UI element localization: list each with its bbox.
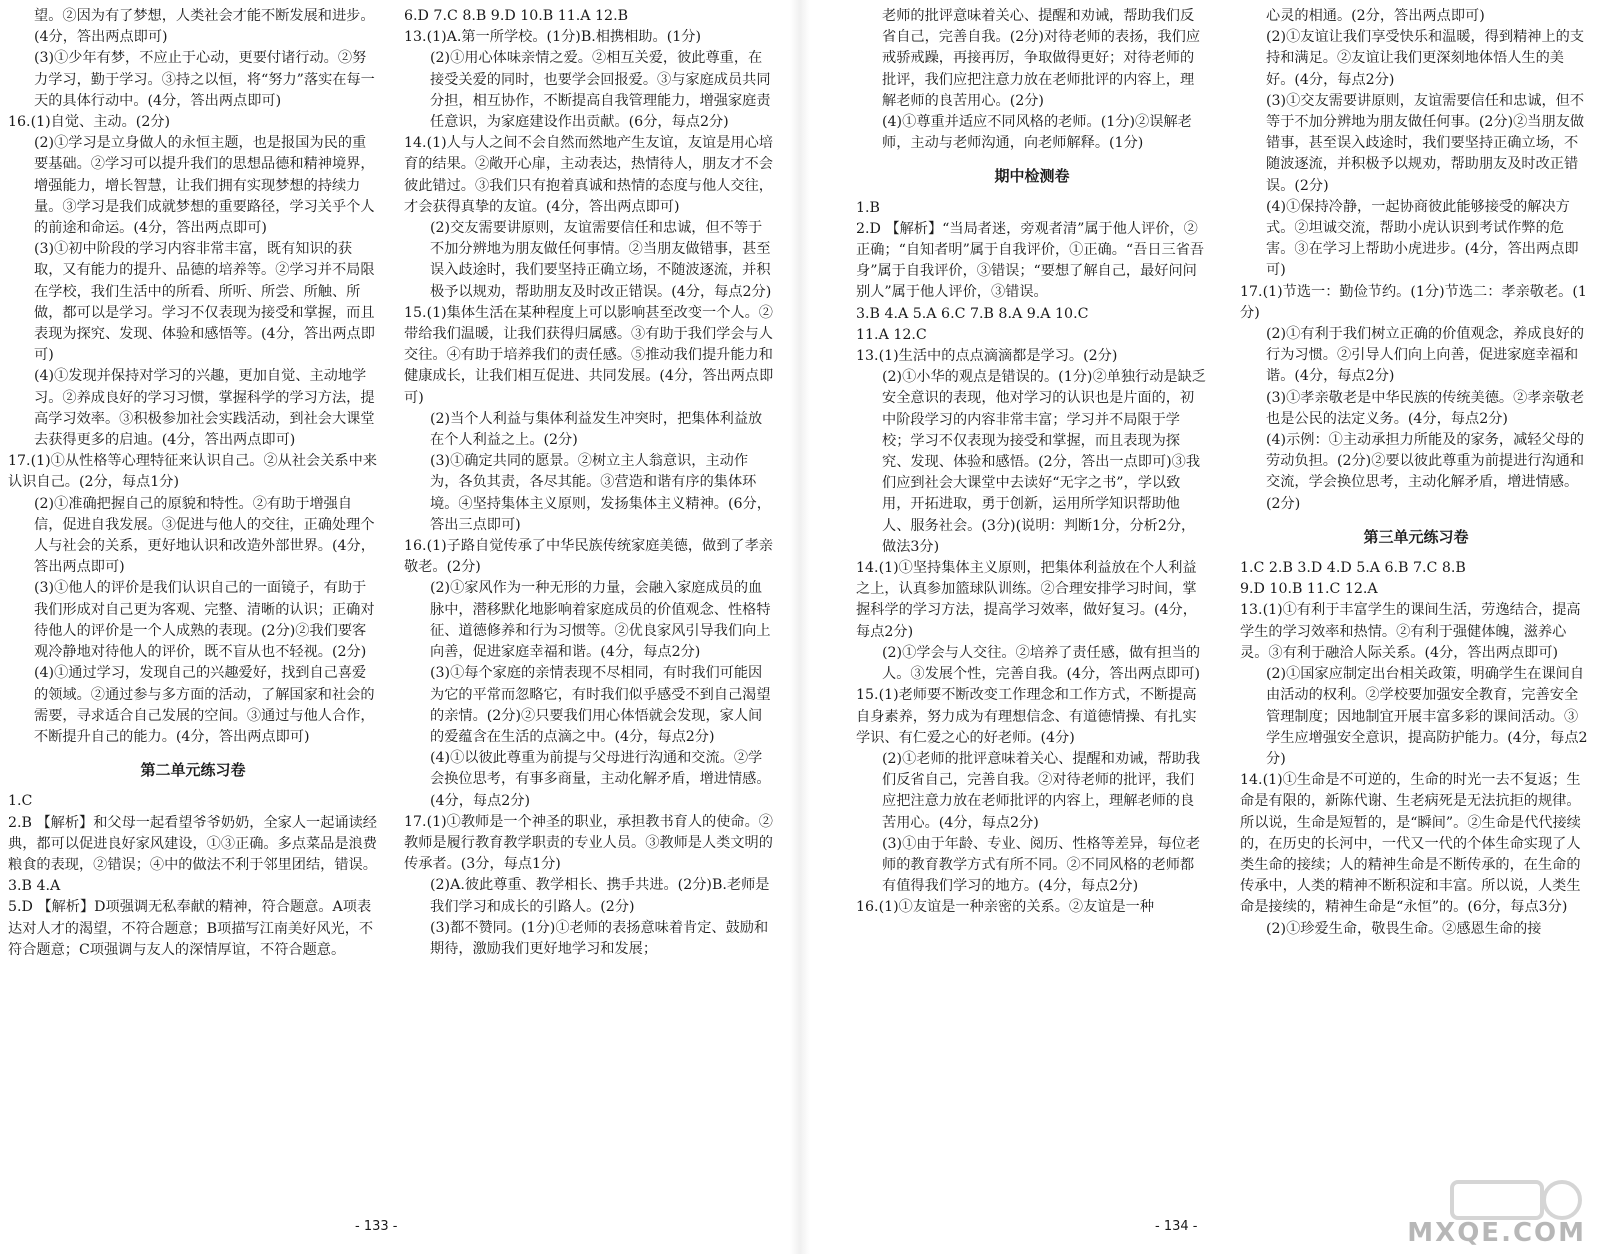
question-answer: 14.(1)人与人之间不会自然而然地产生友谊，友谊是用心培育的结果。②敞开心扉，主动表达，热情待人，朋友才不会彼此错过。③我们只有抱着真诚和热情的态度与他人交往，才会获得真挚的友谊。(4分，答出两点即可) [404,135,773,215]
page-number: - 133 - [355,1219,398,1234]
question-answer: 1.B [856,199,880,216]
question-answer: 3.B 4.A [8,878,61,895]
question-answer: 1.C [8,793,33,810]
answer-subpoint: (3)①少年有梦，不应止于心动，更要付诸行动。②努力学习，勤于学习。③持之以恒，将“努力”落实在每一天的具体行动中。(4分，答出两点即可) [34,50,375,109]
question-answer: 14.(1)①生命是不可逆的，生命的时光一去不复返；生命是有限的，新陈代谢、生老病死是无法抗拒的规律。所以说，生命是短暂的，是“瞬间”。②生命是代代接续的，在历史的长河中，一代又一代的个体生命实现了人类生命的接续；人的精神生命是不断传承的，在生命的传承中，人类的精神不断积淀和丰富。所以说，人类生命是接续的，精神生命是“永恒”的。(6分，每点3分) [1240,772,1581,916]
answer-subpoint: (2)①小华的观点是错误的。(1分)②单独行动是缺乏安全意识的表现，他对学习的认识也是片面的，初中阶段学习的内容非常丰富；学习并不局限于学校；学习不仅表现为接受和掌握，而且表现为探究、发现、体验和感悟。(2分，答出一点即可)③我们应到社会大课堂中去读好“无字之书”，学以致用，开拓进取，勇于创新，运用所学知识帮助他人、服务社会。(3分)(说明：判断1分，分析2分，做法3分) [882,369,1206,555]
question-answer: 16.(1)自觉、主动。(2分) [8,114,171,131]
answer-subpoint: (4)①保持冷静，一起协商彼此能够接受的解决方式。②坦诚交流，帮助小虎认识到考试作弊的危害。③在学习上帮助小虎进步。(4分，答出两点即可) [1266,198,1579,279]
question-answer: 11.A 12.C [856,326,927,343]
answer-subpoint: (3)都不赞同。(1分)①老师的表扬意味着肯定、鼓励和期待，激励我们更好地学习和发展； [430,919,769,957]
answer-subpoint: (2)①准确把握自己的原貌和特性。②有助于增强自信，促进自我发展。③促进与他人的交往，正确处理个人与社会的关系，更好地认识和改造外部世界。(4分，答出两点即可) [34,495,375,576]
left-page [0,0,790,1254]
answer-subpoint: (2)①有利于我们树立正确的价值观念，养成良好的行为习惯。②引导人们向上向善，促进家庭幸福和谐。(4分，每点2分) [1266,326,1585,385]
section-heading: 第二单元练习卷 [140,761,246,780]
section-heading: 期中检测卷 [994,167,1070,186]
question-answer: 2.B 【解析】和父母一起看望爷爷奶奶，全家人一起诵读经典，都可以促进良好家风建设，①③正确。多点菜品是浪费粮食的表现，②错误；④中的做法不利于邻里团结，错误。 [8,814,377,873]
question-answer: 13.(1)①有利于丰富学生的课间生活，劳逸结合，提高学生的学习效率和热情。②有利于强健体魄，滋养心灵。③有利于融洽人际关系。(4分，答出两点即可) [1240,602,1581,661]
question-answer: 15.(1)老师要不断改变工作理念和工作方式，不断提高自身素养，努力成为有理想信念、有道德情操、有扎实学识、有仁爱之心的好老师。(4分) [856,687,1197,746]
answer-subpoint: (3)①初中阶段的学习内容非常丰富，既有知识的获取，又有能力的提升、品德的培养等。②学习并不局限在学校，我们生活中的所看、所听、所尝、所触、所做，都可以是学习。学习不仅表现为接受和掌握，而且表现为探究、发现、体验和感悟等。(4分，答出两点即可) [34,241,375,364]
question-answer: 13.(1)A.第一所学校。(1分)B.相携相助。(1分) [404,29,701,46]
answer-subpoint: (4)①尊重并适应不同风格的老师。(1分)②误解老师，主动与老师沟通，向老师解释。(1分) [882,114,1192,152]
question-answer: 13.(1)生活中的点点滴滴都是学习。(2分) [856,348,1118,365]
answer-subpoint: (2)交友需要讲原则，友谊需要信任和忠诚，但不等于不加分辨地为朋友做任何事情。②当朋友做错事，甚至误入歧途时，我们要坚持正确立场，不随波逐流，并积极予以规劝，帮助朋友及时改正错误。(4分，每点2分) [430,220,772,300]
answer-subpoint: (2)①国家应制定出台相关政策，明确学生在课间自由活动的权利。②学校要加强安全教育，完善安全管理制度；因地制宜开展丰富多彩的课间活动。③学生应增强安全意识，提高防护能力。(4分，每点2分) [1266,666,1588,767]
answer-subpoint: 心灵的相通。(2分，答出两点即可) [1266,8,1485,24]
answer-subpoint: (4)①通过学习，发现自己的兴趣爱好，找到自己喜爱的领域。②通过参与多方面的活动，了解国家和社会的需要，寻求适合自己发展的空间。③通过与他人合作，不断提升自己的能力。(4分，答出两点即可) [34,665,375,745]
question-answer: 17.(1)①从性格等心理特征来认识自己。②从社会关系中来认识自己。(2分，每点1分) [8,453,377,491]
question-answer: 6.D 7.C 8.B 9.D 10.B 11.A 12.B [404,8,629,24]
book-gutter [790,0,810,1254]
answer-subpoint: (2)①珍爱生命，敬畏生命。②感恩生命的接 [1266,920,1542,937]
answer-subpoint: (2)当个人利益与集体利益发生冲突时，把集体利益放在个人利益之上。(2分) [430,410,763,449]
answer-subpoint: 老师的批评意味着关心、提醒和劝诫，帮助我们反省自己，完善自我。(2分)对待老师的表扬，我们应戒骄戒躁，再接再厉，争取做得更好；对待老师的批评，我们应把注意力放在老师批评的内容上，理解老师的良苦用心。(2分) [882,8,1201,109]
question-answer: 5.D 【解析】D项强调无私奉献的精神，符合题意。A项表达对人才的渴望，不符合题意；B项描写江南美好风光，不符合题意；C项强调与友人的深情厚谊，不符合题意。 [8,899,374,958]
right-page-column-1 [856,6,1208,919]
right-page-column-2 [1240,6,1592,940]
answer-subpoint: (3)①确定共同的愿景。②树立主人翁意识，主动作为，各负其责，各尽其能。③营造和谐有序的集体环境。④坚持集体主义原则，发扬集体主义精神。(6分，答出三点即可) [430,453,771,533]
question-answer: 16.(1)子路自觉传承了中华民族传统家庭美德，做到了孝亲敬老。(2分) [404,538,773,576]
answer-subpoint: (3)①每个家庭的亲情表现不尽相同，有时我们可能因为它的平常而忽略它，有时我们似乎感受不到自己渴望的亲情。(2分)②只要我们用心体悟就会发现，家人间的爱蕴含在生活的点滴之中。(4分，每点2分) [430,665,771,745]
question-answer: 1.C 2.B 3.D 4.D 5.A 6.B 7.C 8.B [1240,560,1466,577]
question-answer: 14.(1)①坚持集体主义原则，把集体利益放在个人利益之上，认真参加篮球队训练。②合理安排学习时间，掌握科学的学习方法，提高学习效率，做好复习。(4分，每点2分) [856,560,1197,640]
answer-subpoint: (4)①发现并保持对学习的兴趣，更加自觉、主动地学习。②养成良好的学习习惯，掌握科学的学习方法，提高学习效率。③积极参加社会实践活动，到社会大课堂去获得更多的启迪。(4分，答出两点即可) [34,368,375,449]
question-answer: 15.(1)集体生活在某种程度上可以影响甚至改变一个人。②带给我们温暖，让我们获得归属感。③有助于我们学会与人交往。④有助于培养我们的责任感。⑤推动我们提升能力和健康成长，让我们相互促进、共同发展。(4分，答出两点即可) [404,304,774,406]
question-answer: 17.(1)节选一：勤俭节约。(1分)节选二：孝亲敬老。(1分) [1240,283,1587,321]
answer-subpoint: (2)①用心体味亲情之爱。②相互关爱，彼此尊重，在接受关爱的同时，也要学会回报爱。③与家庭成员共同分担，相互协作，不断提高自我管理能力，增强家庭责任意识，为家庭建设作出贡献。(6分，每点2分) [430,50,771,131]
answer-subpoint: (3)①孝亲敬老是中华民族的传统美德。②孝亲敬老也是公民的法定义务。(4分，每点2分) [1266,389,1585,427]
left-page-column-2 [404,6,774,960]
answer-subpoint: (2)①友谊让我们享受快乐和温暖，得到精神上的支持和满足。②友谊让我们更深刻地体悟人生的美好。(4分，每点2分) [1266,29,1585,88]
question-answer: 3.B 4.A 5.A 6.C 7.B 8.A 9.A 10.C [856,305,1089,322]
watermark-text: MXQE.COM [1407,1218,1586,1248]
answer-subpoint: (4)①以彼此尊重为前提与父母进行沟通和交流。②学会换位思考，有事多商量，主动化解矛盾，增进情感。(4分，每点2分) [430,750,771,809]
answer-subpoint: (2)①学习是立身做人的永恒主题，也是报国为民的重要基础。②学习可以提升我们的思想品德和精神境界，增强能力，增长智慧，让我们拥有实现梦想的持续力量。③学习是我们成就梦想的重要路径，学习关乎个人的前途和命运。(4分，答出两点即可) [34,135,375,237]
question-answer: 2.D 【解析】“当局者迷，旁观者清”属于他人评价，②正确；“自知者明”属于自我评价，①正确。“吾日三省吾身”属于自我评价，③错误；“要想了解自己，最好问问别人”属于他人评价，③错误。 [856,220,1205,301]
left-page-column-1 [8,6,378,961]
page-number: - 134 - [1155,1219,1198,1234]
answer-subpoint: (3)①交友需要讲原则，友谊需要信任和忠诚，但不等于不加分辨地为朋友做任何事。(2分)②当朋友做错事，甚至误入歧途时，我们要坚持正确立场，不随波逐流，并积极予以规劝，帮助朋友及时改正错误。(2分) [1266,92,1585,194]
question-answer: 16.(1)①友谊是一种亲密的关系。②友谊是一种 [856,899,1155,916]
answer-subpoint: (2)①家风作为一种无形的力量，会融入家庭成员的血脉中，潜移默化地影响着家庭成员的价值观念、性格特征、道德修养和行为习惯等。②优良家风引导我们向上向善，促进家庭幸福和谐。(4分，每点2分) [430,580,771,661]
answer-subpoint: (3)①由于年龄、专业、阅历、性格等差异，每位老师的教育教学方式有所不同。②不同风格的老师都有值得我们学习的地方。(4分，每点2分) [882,835,1201,895]
answer-subpoint: (2)①老师的批评意味着关心、提醒和劝诫，帮助我们反省自己，完善自我。②对待老师的批评，我们应把注意力放在老师批评的内容上，理解老师的良苦用心。(4分，每点2分) [882,750,1201,831]
answer-subpoint: 望。②因为有了梦想，人类社会才能不断发展和进步。(4分，答出两点即可) [34,8,375,46]
question-answer: 9.D 10.B 11.C 12.A [1240,581,1378,598]
question-answer: 17.(1)①教师是一个神圣的职业，承担教书育人的使命。②教师是履行教育教学职责的专业人员。③教师是人类文明的传承者。(3分，每点1分) [404,813,773,873]
right-page [810,0,1600,1254]
answer-subpoint: (2)①学会与人交往。②培养了责任感，做有担当的人。③发展个性，完善自我。(4分，答出两点即可) [882,644,1201,683]
section-heading: 第三单元练习卷 [1363,527,1469,546]
answer-subpoint: (2)A.彼此尊重、教学相长、携手共进。(2分)B.老师是我们学习和成长的引路人。(2分) [430,877,770,915]
answer-subpoint: (3)①他人的评价是我们认识自己的一面镜子，有助于我们形成对自己更为客观、完整、清晰的认识；正确对待他人的评价是一个人成熟的表现。(2分)②我们要客观冷静地对待他人的评价，既不盲从也不轻视。(2分) [34,580,375,661]
answer-subpoint: (4)示例：①主动承担力所能及的家务，减轻父母的劳动负担。(2分)②要以彼此尊重为前提进行沟通和交流，学会换位思考，主动化解矛盾，增进情感。(2分) [1266,432,1585,512]
